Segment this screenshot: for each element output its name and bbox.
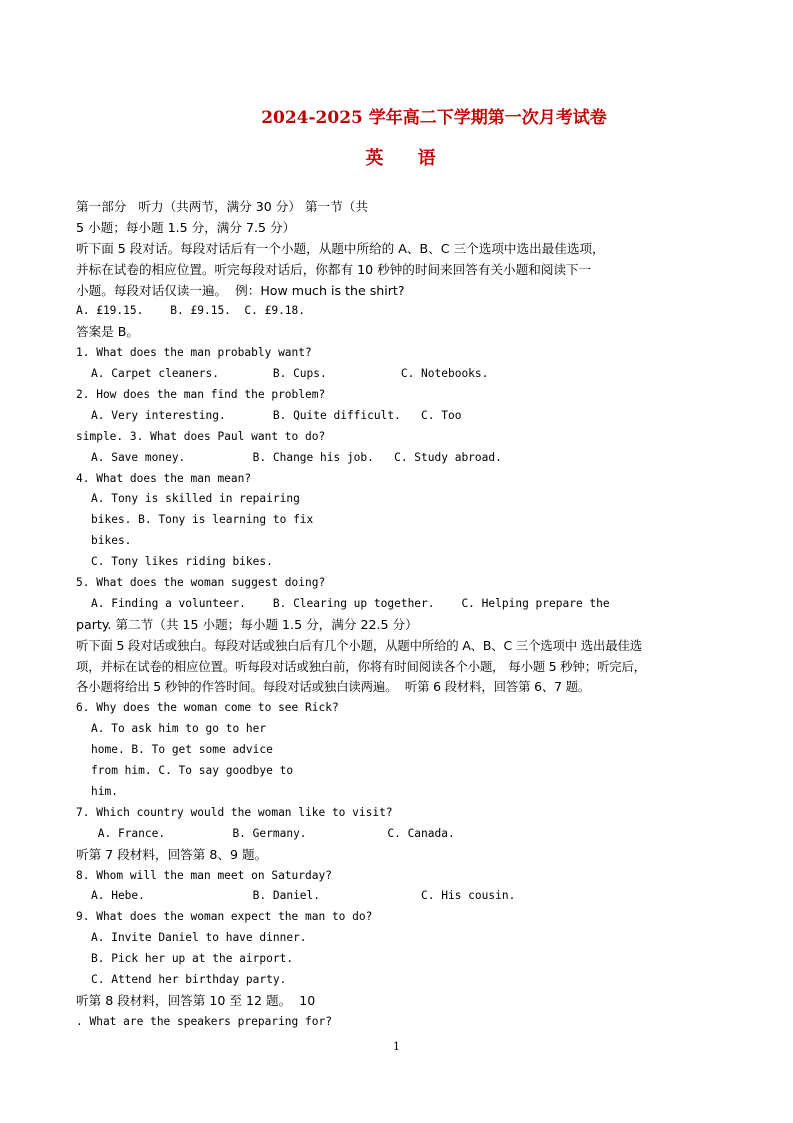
- text-line: A. To ask him to go to her: [91, 722, 267, 736]
- exam-body: [76, 197, 736, 1033]
- text-line: C. Attend her birthday party.: [91, 972, 287, 986]
- text-line: A. Hebe. B. Daniel. C. His cousin.: [91, 889, 516, 903]
- exam-title: 2024-2025 学年高二下学期第一次月考试卷: [261, 108, 607, 128]
- text-line: A. Finding a volunteer. B. Clearing up together. C. Helping prepare the: [91, 596, 610, 610]
- text-line: . What are the speakers preparing for?: [76, 1014, 332, 1028]
- text-line: party. 第二节（共 15 小题；每小题 1.5 分，满分 22.5 分）: [76, 616, 418, 632]
- text-line: 听第 8 段材料，回答第 10 至 12 题。 10: [76, 992, 316, 1008]
- text-line: A. Save money. B. Change his job. C. Study abroad.: [91, 450, 502, 464]
- subject-title: 英 语: [365, 148, 450, 169]
- text-line: 5 小题；每小题 1.5 分，满分 7.5 分）: [76, 219, 296, 235]
- text-line: from him. C. To say goodbye to: [91, 764, 294, 778]
- text-line: 项，并标在试卷的相应位置。听每段对话或独白前，你将有时间阅读各个小题， 每小题 5 秒钟；听完后，: [76, 658, 646, 674]
- text-line: A. £19.15. B. £9.15. C. £9.18.: [76, 304, 306, 318]
- text-line: home. B. To get some advice: [91, 743, 273, 757]
- text-line: B. Pick her up at the airport.: [91, 952, 294, 966]
- text-line: 听第 7 段材料，回答第 8、9 题。: [76, 846, 268, 862]
- text-line: him.: [91, 784, 118, 798]
- text-line: bikes. B. Tony is learning to fix: [91, 513, 314, 527]
- text-line: A. Tony is skilled in repairing: [91, 492, 300, 506]
- text-line: 7. Which country would the woman like to visit?: [76, 805, 393, 819]
- text-line: 5. What does the woman suggest doing?: [76, 576, 326, 590]
- text-line: 听下面 5 段对话。每段对话后有一个小题，从题中所给的 A、B、C 三个选项中选出最佳选项，: [76, 240, 605, 256]
- text-line: 第一部分 听力（共两节，满分 30 分） 第一节（共: [76, 199, 368, 214]
- text-line: A. Carpet cleaners. B. Cups. C. Notebooks.: [91, 367, 489, 381]
- text-line: A. Very interesting. B. Quite difficult. C. Too: [91, 408, 462, 422]
- text-line: 各小题将给出 5 秒钟的作答时间。每段对话或独白读两遍。 听第 6 段材料，回答第 6、7 题。: [76, 679, 591, 695]
- text-line: 听下面 5 段对话或独白。每段对话或独白后有几个小题，从题中所给的 A、B、C 三个选项中 选出最佳选: [76, 637, 642, 653]
- text-line: 答案是 B。: [76, 324, 140, 340]
- page-number: 1: [393, 1040, 400, 1053]
- text-line: 6. Why does the woman come to see Rick?: [76, 701, 339, 715]
- text-line: 8. Whom will the man meet on Saturday?: [76, 868, 332, 882]
- text-line: 4. What does the man mean?: [76, 471, 252, 485]
- text-line: 9. What does the woman expect the man to do?: [76, 910, 373, 924]
- text-line: 小题。每段对话仅读一遍。 例：How much is the shirt?: [76, 282, 405, 298]
- text-line: A. Invite Daniel to have dinner.: [91, 931, 307, 945]
- text-line: simple. 3. What does Paul want to do?: [76, 429, 326, 443]
- text-line: 并标在试卷的相应位置。听完每段对话后，你都有 10 秒钟的时间来回答有关小题和阅读下一: [76, 261, 592, 277]
- text-line: C. Tony likes riding bikes.: [91, 555, 273, 569]
- text-line: bikes.: [91, 534, 132, 548]
- text-line: 2. How does the man find the problem?: [76, 388, 326, 402]
- text-line: 1. What does the man probably want?: [76, 346, 312, 360]
- text-line: A. France. B. Germany. C. Canada.: [91, 826, 455, 840]
